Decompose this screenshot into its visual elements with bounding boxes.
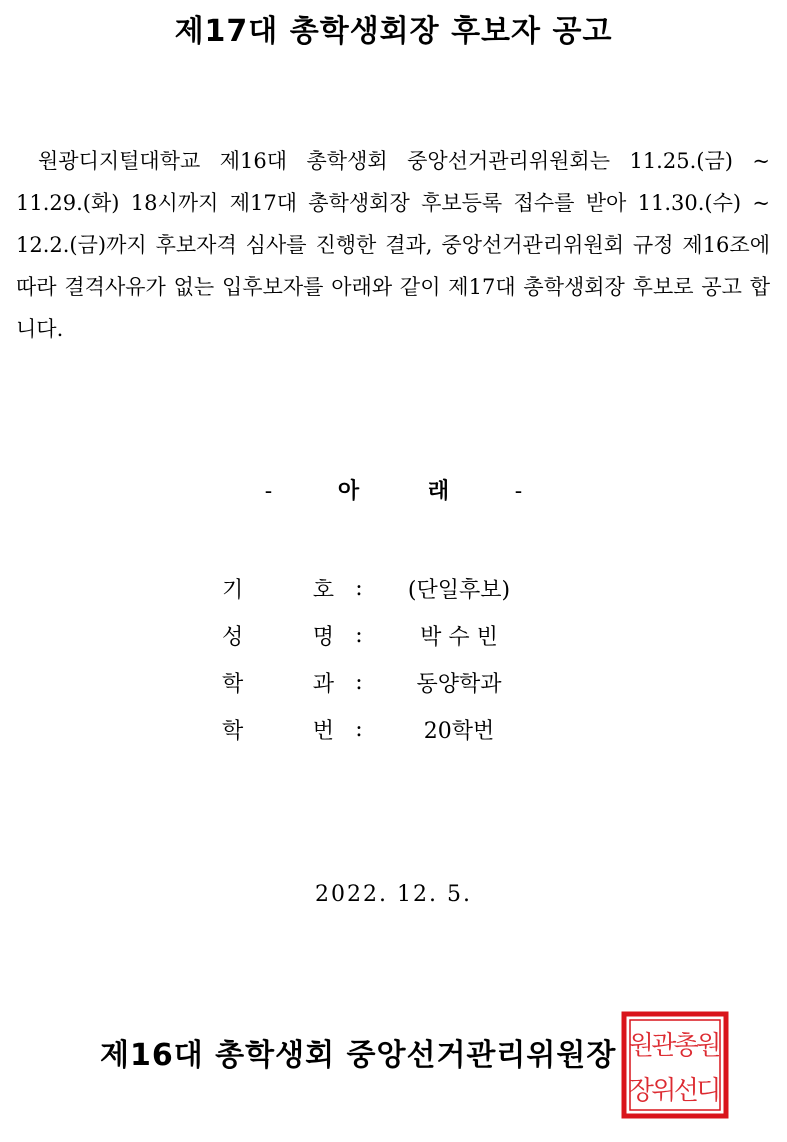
info-label (222, 573, 334, 604)
info-label-char: 학 (222, 719, 244, 744)
candidate-info (222, 565, 534, 753)
official-seal-stamp (620, 1010, 730, 1120)
announcement-date: 2022. 12. 5. (315, 882, 472, 907)
info-value-department: 동양학과 (416, 672, 502, 697)
page-title: 제17대 총학생회장 후보자 공고 (174, 14, 613, 49)
info-label-char: 명 (312, 625, 334, 650)
info-value-number: (단일후보) (407, 578, 511, 603)
info-colon: : (355, 576, 363, 601)
info-label (222, 714, 334, 745)
info-row-name (222, 612, 534, 659)
info-colon: : (355, 623, 363, 648)
seal-glyph: 원 (628, 1031, 654, 1061)
info-label-char: 성 (222, 625, 244, 650)
info-colon: : (355, 670, 363, 695)
seal-glyph: 관 (651, 1031, 677, 1061)
heading-word-2: 래 (427, 478, 450, 504)
info-label-char: 번 (312, 719, 334, 744)
seal-glyph: 장 (628, 1076, 654, 1106)
below-heading (0, 474, 787, 505)
info-row-department (222, 659, 534, 706)
info-colon: : (355, 717, 363, 742)
seal-glyphs (629, 1031, 722, 1106)
info-row-number (222, 565, 534, 612)
info-label (222, 667, 334, 698)
info-label-char: 과 (312, 672, 334, 697)
info-label-char: 기 (222, 578, 244, 603)
issuer-signature: 제16대 총학생회 중앙선거관리위원장 (100, 1038, 617, 1073)
seal-glyph: 선 (673, 1076, 699, 1106)
seal-glyph: 디 (696, 1076, 722, 1106)
heading-dash-right: - (514, 479, 523, 504)
heading-word-1: 아 (337, 478, 360, 504)
seal-glyph: 위 (651, 1076, 677, 1106)
info-value-name: 박 수 빈 (420, 625, 498, 650)
info-label-char: 학 (222, 672, 244, 697)
announcement-body: 원광디지털대학교 제16대 총학생회 중앙선거관리위원회는 11.25.(금) ~ 11.29.(화) 18시까지 제17대 총학생회장 후보등록 접수를 받아 11.30.(수) ~ 12.2.(금)까지 후보자격 심사를 진행한 결과, 중앙선거관리위원회 규정 제16조에 따라 결격사유가 없는 입후보자를 아래와 같이 제17대 총학생회장 후보로 공고 합니다. (16, 149, 770, 341)
seal-glyph: 원 (696, 1031, 722, 1061)
seal-glyph: 총 (673, 1031, 699, 1061)
info-label-char: 호 (312, 578, 334, 603)
heading-dash-left: - (264, 479, 273, 504)
info-label (222, 620, 334, 651)
info-value-class-year: 20학번 (423, 719, 495, 744)
info-row-class-year (222, 706, 534, 753)
